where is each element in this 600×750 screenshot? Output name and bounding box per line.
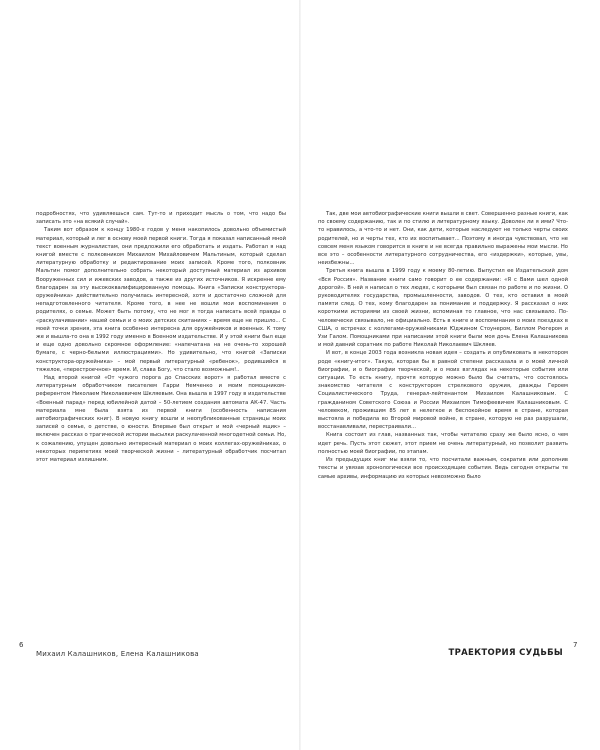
paragraph: Над второй книгой «От чужого порога до Спасских ворот» я работал вместе с литературным обработчиком писателем Гарри Немченко и моим помощником-референтом Николаем Николаевичем Шкляевым. Она вышла в 1997 году в издательстве «Военный парад» перед юбилейной датой – 50-летием создания автомата АК-47. Часть материала мне была взята из первой книги (особенность написания автобиографических книг). В новую книгу вошли и неопубликованные страницы моих записей о семье, о детстве, о юности. Впервые был открыт и мой «черный ящик» – включен рассказ о трагической истории высылки раскулаченной многодетной семьи. Но, к сожалению, упущен довольно интересный материал о моих коллегах-оружейниках, о некоторых перипетиях моей творческой жизни – литературный обработчик посчитал этот материал излишним. — [36, 375, 286, 464]
left-running-footer: Михаил Калашников, Елена Калашникова — [36, 650, 199, 658]
book-gutter — [299, 0, 301, 750]
right-page-text — [318, 210, 568, 481]
paragraph: Из предыдущих книг мы взяли то, что посчитали важным, сократив или дополнив тексты и увязав хронологически все происходящие события. Ведь сегодня открыты те самые архивы, информацию из которых невозможно было — [318, 457, 568, 480]
right-page-number: 7 — [573, 641, 578, 649]
paragraph: И вот, в конце 2003 года возникла новая идея – создать и опубликовать в некотором роде «книгу-итог». Такую, которая бы в равной степени рассказала и о моей личной биографии, и о биографии творческой, и о моих взглядах на некоторые события или ситуации. То есть книгу, прочтя которую можно было бы считать, что состоялось знакомство читателя с конструктором стрелкового оружия, дважды Героем Социалистического Труда, генерал-лейтенантом Михаилом Калашниковым. С гражданином Советского Союза и России Михаилом Тимофеевичем Калашниковым. С человеком, прожившим 85 лет в нелегкое и беспокойное время в стране, которая выстояла и победила во Второй мировой войне, в стране, которую не раз разрушали, восстанавливали, перестраивали... — [318, 350, 568, 431]
paragraph: Третья книга вышла в 1999 году к моему 80-летию. Выпустил ее Издательский дом «Вся Россия». Название книги само говорит о ее содержании: «Я с Вами шел одной дорогой». В ней я написал о тех людях, с которыми был связан по работе и по жизни. О руководителях государства, промышленности, заводов. О тех, кто оставил в моей памяти след. О тех, кому благодарен за понимание и поддержку. Я рассказал о них короткими историями из своей жизни, вспоминая то главное, что нас связывало. По-человечески связывало, не официально. Есть в книге и воспоминания о моих поездках в США, о встречах с коллегами-оружейниками Юджином Стоунером, Биллом Рюгером и Узи Галом. Помощниками при написании этой книги были моя дочь Елена Калашникова и мой давний соратник по работе Николай Николаевич Шкляев. — [318, 268, 568, 349]
right-running-footer: ТРАЕКТОРИЯ СУДЬБЫ — [448, 648, 563, 658]
left-page-text — [36, 210, 286, 464]
paragraph: Таким вот образом к концу 1980-х годов у меня накопилось довольно объемистый материал, который и лег в основу моей первой книги. Тогда я показал написанный мной текст военным журналистам, они предложили его обработать и издать. Работал я над книгой вместе с полковником Михаилом Михайловичем Мальтиным, который сделал литературную обработку и редактирование моих записей. Кроме того, полковник Мальтин помог дополнительно собрать некоторый доступный материал из архивов Вооруженных сил и ижевских заводов, а также из других источников. Я искренне ему благодарен за эту высококвалифицированную помощь. Книга «Записки конструктора-оружейника» действительно получилась интересной, хотя и достаточно сложной для непадготовленного читателя. Кроме того, в нее не вошли мои воспоминания о родителях, о семье. Может быть потому, что не мог я тогда написать всей правды о «раскулачивании» нашей семьи и о моих детских скитаниях – время еще не пришло... С моей точки зрения, эта книга особенно интересна для оружейников и военных. К тому же и вышла-то она в 1992 году именно в Военном издательстве. И у этой книги был еще и еще одно довольно скромное оформление: «напечатана на не очень-то хорошей бумаге, с черно-белыми иллюстрациями». Но удивительно, что книгой «Записки конструктора-оружейника» – мой первый литературный «ребенок», родившийся в тяжелое, «перестроечное» время. И, слава Богу, что стало возможным!.. — [36, 227, 286, 373]
paragraph: Так, две мои автобиографические книги вышли в свет. Совершенно разные книги, как по своему содержанию, так и по стилю и литературному языку. Доволен ли я ими? Что-то нравилось, а что-то и нет. Они, как дети, которые наследуют не только черты своих родителей, но и черты тех, кто их воспитывает... Поэтому я иногда чувствовал, что не совсем меня языком говорится в книге и не всегда правильно выражены мои мысли. Но все это – особенности литературного сотрудничества, его «издержки», которые, увы, неизбежны... — [318, 211, 568, 267]
left-page-number: 6 — [19, 641, 24, 649]
paragraph: Книга состоит из глав, названных так, чтобы читателю сразу же было ясно, о чем идет речь. Пусть этот сюжет, этот прием не очень литературный, но позволит развить полностью моей биографии, по этапам. — [318, 432, 568, 455]
paragraph: подробностях, что удивляешься сам. Тут-то и приходит мысль о том, что надо бы записать это «на всякий случай». — [36, 211, 286, 226]
